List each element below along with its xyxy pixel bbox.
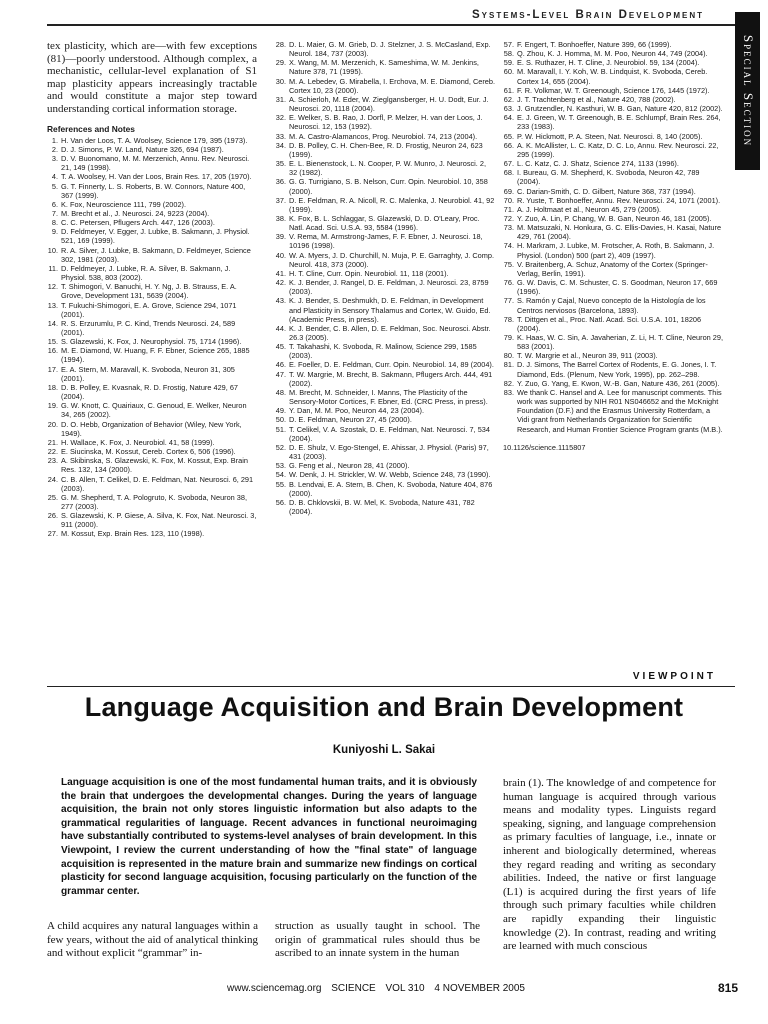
reference-text: E. L. Bienenstock, L. N. Cooper, P. W. Munro, J. Neurosci. 2, 32 (1982). — [289, 159, 487, 178]
reference-item — [47, 438, 257, 447]
reference-text: M. Brecht et al., J. Neurosci. 24, 9223 (2004). — [61, 208, 210, 218]
reference-item — [275, 141, 495, 159]
reference-item — [275, 480, 495, 498]
reference-item — [503, 58, 723, 67]
reference-item — [47, 420, 257, 438]
reference-number: 18. — [47, 382, 58, 392]
reference-number: 75. — [503, 259, 514, 269]
viewpoint-rule — [47, 686, 735, 687]
reference-number: 77. — [503, 296, 514, 306]
reference-number: 78. — [503, 314, 514, 324]
reference-number: 55. — [275, 479, 286, 489]
reference-number: 21. — [47, 437, 58, 447]
reference-column-1 — [47, 40, 257, 539]
reference-text: T. A. Woolsey, H. Van der Loos, Brain Res. 17, 205 (1970). — [61, 172, 252, 182]
reference-text: Y. Dan, M. M. Poo, Neuron 44, 23 (2004). — [289, 406, 424, 416]
reference-number: 41. — [275, 268, 286, 278]
reference-text: Y. Zuo, A. Lin, P. Chang, W. B. Gan, Neuron 46, 181 (2005). — [517, 213, 712, 223]
previous-article-text: tex plasticity, which are—with few exceptions (81)—poorly understood. Although complex, a mechanistic, cellular-level explanation of S1 map plasticity appears increasingly tractable and would constitute a major step toward understanding cortical information storage. — [47, 40, 257, 115]
issue-date: 4 NOVEMBER 2005 — [434, 983, 525, 994]
reference-text: G. G. Turrigiano, S. B. Nelson, Curr. Opin. Neurobiol. 10, 358 (2000). — [289, 177, 488, 196]
reference-item — [47, 282, 257, 300]
reference-text: B. Lendvai, E. A. Stern, B. Chen, K. Svoboda, Nature 404, 876 (2000). — [289, 479, 493, 498]
reference-text: H. Van der Loos, T. A. Woolsey, Science 179, 395 (1973). — [61, 135, 248, 145]
reference-item — [47, 182, 257, 200]
reference-number: 34. — [275, 140, 286, 150]
reference-number: 7. — [51, 208, 58, 218]
reference-text: D. O. Hebb, Organization of Behavior (Wiley, New York, 1949). — [61, 419, 242, 438]
reference-number: 33. — [275, 131, 286, 141]
reference-item — [275, 214, 495, 232]
reference-item — [275, 388, 495, 406]
reference-item — [275, 461, 495, 470]
author-name: Kuniyoshi L. Sakai — [332, 744, 436, 756]
reference-text: R. A. Silver, J. Lubke, B. Sakmann, D. Feldmeyer, Science 302, 1981 (2003). — [61, 245, 251, 264]
reference-text: Q. Zhou, K. J. Homma, M. M. Poo, Neuron 44, 749 (2004). — [517, 49, 708, 59]
reference-text: T. Shimogori, V. Banuchi, H. Y. Ng, J. B. Strauss, E. A. Grove, Development 131, 5639 (2004). — [61, 282, 237, 301]
reference-text: M. Brecht, M. Schneider, I. Manns, The Plasticity of the Sensory-Motor Cortices, F. Ebner, Ed. (CRC Press, in press). — [289, 387, 488, 407]
reference-text: K. Haas, W. C. Sin, A. Javaherian, Z. Li, H. T. Cline, Neuron 29, 583 (2001). — [517, 333, 723, 352]
reference-text: E. Welker, S. B. Rao, J. Dorfl, P. Melzer, H. van der Loos, J. Neurosci. 12, 153 (1992). — [289, 113, 483, 132]
reference-number: 44. — [275, 323, 286, 333]
reference-text: P. W. Hickmott, P. A. Steen, Nat. Neurosci. 8, 140 (2005). — [517, 131, 703, 141]
reference-text: E. Siucinska, M. Kossut, Cereb. Cortex 6, 506 (1996). — [61, 447, 236, 457]
reference-number: 67. — [503, 159, 514, 169]
reference-number: 50. — [275, 415, 286, 425]
reference-text: D. J. Simons, P. W. Land, Nature 326, 694 (1987). — [61, 144, 224, 154]
reference-item — [275, 278, 495, 296]
reference-text: E. J. Green, W. T. Greenough, B. E. Schlumpf, Brain Res. 264, 233 (1983). — [517, 113, 721, 132]
body-text-col2: struction as usually taught in school. The origin of grammatical rules should thus be ascribed to an innate system in the human — [275, 920, 480, 960]
reference-item — [275, 40, 495, 58]
reference-item — [47, 493, 257, 511]
reference-number: 13. — [47, 300, 58, 310]
reference-number: 48. — [275, 387, 286, 397]
reference-item — [47, 264, 257, 282]
reference-item — [503, 187, 723, 196]
reference-text: C. Darian-Smith, C. D. Gilbert, Nature 368, 737 (1994). — [517, 186, 696, 196]
reference-number: 69. — [503, 186, 514, 196]
reference-text: K. Fox, B. L. Schlaggar, S. Glazewski, D. D. O'Leary, Proc. Natl. Acad. Sci. U.S.A. 93, 5584 (1996). — [289, 213, 480, 233]
doi: 10.1126/science.1115807 — [503, 442, 586, 452]
reference-number: 66. — [503, 140, 514, 150]
running-title: Systems-Level Brain Development — [472, 9, 704, 21]
reference-item — [47, 365, 257, 383]
reference-number: 79. — [503, 333, 514, 342]
reference-text: T. Dittgen et al., Proc. Natl. Acad. Sci. U.S.A. 101, 18206 (2004). — [517, 314, 702, 333]
journal-url: www.sciencemag.org — [227, 983, 322, 994]
reference-text: T. Takahashi, K. Svoboda, R. Malinow, Science 299, 1585 (2003). — [289, 342, 477, 361]
reference-number: 32. — [275, 113, 286, 123]
reference-text: A. K. McAllister, L. C. Katz, D. C. Lo, Annu. Rev. Neurosci. 22, 295 (1999). — [517, 140, 719, 159]
reference-item — [275, 196, 495, 214]
reference-text: A. Schierloh, M. Eder, W. Zieglgansberger, H. U. Dodt, Eur. J. Neurosci. 20, 1118 (2004). — [289, 94, 489, 114]
reference-number: 63. — [503, 104, 514, 114]
reference-number: 29. — [275, 58, 286, 68]
reference-text: S. Glazewski, K. P. Giese, A. Silva, K. Fox, Nat. Neurosci. 3, 911 (2000). — [61, 511, 257, 530]
reference-number: 49. — [275, 406, 286, 416]
reference-item — [47, 346, 257, 364]
reference-number: 38. — [275, 213, 286, 223]
reference-number: 26. — [47, 511, 58, 521]
reference-text: G. Feng et al., Neuron 28, 41 (2000). — [289, 461, 410, 471]
reference-text: D. B. Chklovskii, B. W. Mel, K. Svoboda, Nature 431, 782 (2004). — [289, 497, 475, 516]
reference-item — [47, 227, 257, 245]
reference-column-3 — [503, 40, 723, 452]
reference-number: 36. — [275, 177, 286, 187]
reference-number: 72. — [503, 213, 514, 223]
reference-item — [503, 360, 723, 378]
reference-number: 5. — [51, 181, 58, 191]
reference-item — [47, 246, 257, 264]
reference-text: G. T. Finnerty, L. S. Roberts, B. W. Connors, Nature 400, 367 (1999). — [61, 181, 246, 200]
reference-number: 2. — [51, 144, 58, 154]
reference-text: E. A. Stern, M. Maravall, K. Svoboda, Neuron 31, 305 (2001). — [61, 364, 235, 383]
reference-text: V. Braitenberg, A. Schuz, Anatomy of the Cortex (Springer-Verlag, Berlin, 1991). — [517, 259, 708, 278]
reference-item — [503, 214, 723, 223]
reference-item — [503, 333, 723, 351]
reference-item — [503, 278, 723, 296]
body-text-col1: A child acquires any natural languages within a few years, without the aid of analytical thinking and without explicit “grammar” in- — [47, 920, 258, 960]
reference-number: 43. — [275, 296, 286, 306]
reference-item — [503, 223, 723, 241]
reference-number: 20. — [47, 419, 58, 429]
reference-number: 62. — [503, 94, 514, 104]
reference-item — [275, 269, 495, 278]
reference-item — [503, 104, 723, 113]
reference-number: 37. — [275, 195, 286, 205]
references-heading: References and Notes — [47, 123, 135, 134]
reference-number: 80. — [503, 351, 514, 361]
body-text-col3: brain (1). The knowledge of and competence for human language is acquired through various means and modality types. Linguists regard speaking, signing, and language comprehension as primary faculties of language, i.e., innate or inherent and biologically determined, whereas they regard reading and writing as secondary abilities. Indeed, the native or first language (L1) is acquired during the first years of life through such primary faculties while children are rapidly expanding their linguistic knowledge (2). In contrast, reading and writing are learned with much conscious — [503, 777, 716, 953]
reference-number: 57. — [503, 40, 514, 49]
reference-number: 27. — [47, 529, 58, 539]
reference-item — [275, 406, 495, 415]
reference-item — [275, 159, 495, 177]
reference-item — [503, 296, 723, 314]
reference-text: M. Maravall, I. Y. Koh, W. B. Lindquist, K. Svoboda, Cereb. Cortex 14, 655 (2004). — [517, 67, 708, 86]
reference-text: T. Celikel, V. A. Szostak, D. E. Feldman, Nat. Neurosci. 7, 534 (2004). — [289, 424, 490, 443]
reference-number: 15. — [47, 337, 58, 347]
reference-item — [503, 141, 723, 159]
reference-text: M. E. Diamond, W. Huang, F. F. Ebner, Science 265, 1885 (1994). — [61, 346, 250, 365]
reference-item — [275, 443, 495, 461]
reference-number: 1. — [51, 135, 58, 145]
reference-number: 16. — [47, 346, 58, 356]
reference-item — [47, 456, 257, 474]
section-tab-label: Special Section — [740, 34, 756, 148]
reference-number: 53. — [275, 461, 286, 471]
reference-item — [503, 49, 723, 58]
reference-text: T. Fukuchi-Shimogori, E. A. Grove, Science 294, 1071 (2001). — [61, 300, 237, 319]
reference-number: 19. — [47, 401, 58, 411]
reference-text: M. A. Castro-Alamancos, Prog. Neurobiol. 74, 213 (2004). — [289, 131, 478, 141]
reference-number: 35. — [275, 159, 286, 169]
journal-name: SCIENCE — [331, 983, 376, 994]
reference-number: 42. — [275, 278, 286, 288]
reference-item — [503, 132, 723, 141]
reference-item — [275, 324, 495, 342]
reference-number: 46. — [275, 360, 286, 370]
reference-text: W. Denk, J. H. Strickler, W. W. Webb, Science 248, 73 (1990). — [289, 470, 491, 480]
reference-number: 47. — [275, 369, 286, 379]
reference-number: 74. — [503, 241, 514, 251]
reference-text: G. W. Knott, C. Quairiaux, C. Genoud, E. Welker, Neuron 34, 265 (2002). — [61, 401, 247, 420]
reference-item — [47, 447, 257, 456]
reference-number: 22. — [47, 447, 58, 457]
reference-number: 17. — [47, 364, 58, 374]
reference-text: D. E. Feldman, Neuron 27, 45 (2000). — [289, 415, 412, 425]
reference-text: L. C. Katz, C. J. Shatz, Science 274, 1133 (1996). — [517, 159, 679, 169]
reference-text: R. S. Erzurumlu, P. C. Kind, Trends Neurosci. 24, 589 (2001). — [61, 318, 236, 337]
reference-item — [275, 132, 495, 141]
reference-text: F. Engert, T. Bonhoeffer, Nature 399, 66 (1999). — [517, 40, 672, 49]
reference-item — [47, 218, 257, 227]
reference-number: 65. — [503, 131, 514, 141]
reference-item — [47, 301, 257, 319]
reference-number: 31. — [275, 94, 286, 104]
reference-text: D. E. Feldman, R. A. Nicoll, R. C. Malenka, J. Neurobiol. 41, 92 (1999). — [289, 195, 495, 214]
reference-item — [47, 172, 257, 181]
reference-item — [47, 209, 257, 218]
reference-item — [503, 241, 723, 259]
reference-text: K. J. Bender, S. Deshmukh, D. E. Feldman, in Development and Plasticity in Sensory Thalamus and Cortex, W. Guido, Ed. (Academic Press, in press). — [289, 296, 491, 324]
reference-text: K. J. Bender, J. Rangel, D. E. Feldman, J. Neurosci. 23, 8759 (2003). — [289, 278, 489, 297]
reference-text: H. Wallace, K. Fox, J. Neurobiol. 41, 58 (1999). — [61, 437, 215, 447]
reference-number: 71. — [503, 204, 514, 214]
reference-number: 68. — [503, 168, 514, 178]
reference-text: X. Wang, M. M. Merzenich, K. Sameshima, W. M. Jenkins, Nature 378, 71 (1995). — [289, 58, 479, 77]
reference-number: 83. — [503, 387, 514, 397]
reference-item — [47, 337, 257, 346]
reference-text: R. Yuste, T. Bonhoeffer, Annu. Rev. Neurosci. 24, 1071 (2001). — [517, 195, 721, 205]
reference-text: H. Markram, J. Lubke, M. Frotscher, A. Roth, B. Sakmann, J. Physiol. (London) 500 (part 2), 409 (1997). — [517, 241, 715, 260]
reference-item — [275, 296, 495, 323]
reference-item — [503, 388, 723, 434]
page-number: 815 — [717, 981, 738, 995]
reference-number: 14. — [47, 318, 58, 328]
reference-text: I. Bureau, G. M. Shepherd, K. Svoboda, Neuron 42, 789 (2004). — [517, 168, 700, 187]
reference-text: E. Foeller, D. E. Feldman, Curr. Opin. Neurobiol. 14, 89 (2004). — [289, 360, 494, 370]
reference-number: 61. — [503, 85, 514, 95]
reference-item — [503, 379, 723, 388]
reference-text: M. A. Lebedev, G. Mirabella, I. Erchova, M. E. Diamond, Cereb. Cortex 10, 23 (2000). — [289, 76, 495, 95]
reference-item — [47, 136, 257, 145]
reference-text: T. W. Margrie et al., Neuron 39, 911 (2003). — [517, 351, 658, 361]
reference-number: 30. — [275, 76, 286, 86]
reference-text: D. B. Polley, E. Kvasnak, R. D. Frostig, Nature 429, 67 (2004). — [61, 382, 239, 402]
reference-text: K. Fox, Neuroscience 111, 799 (2002). — [61, 199, 187, 209]
reference-number: 4. — [51, 172, 58, 182]
reference-item — [275, 177, 495, 195]
reference-item — [47, 145, 257, 154]
reference-item — [275, 77, 495, 95]
reference-number: 56. — [275, 497, 286, 507]
reference-text: F. R. Volkmar, W. T. Greenough, Science 176, 1445 (1972). — [517, 85, 710, 95]
volume: VOL 310 — [385, 983, 425, 994]
reference-number: 81. — [503, 360, 514, 370]
reference-text: D. Feldmeyer, V. Egger, J. Lubke, B. Sakmann, J. Physiol. 521, 169 (1999). — [61, 227, 250, 246]
reference-number: 54. — [275, 470, 286, 480]
reference-number: 9. — [51, 227, 58, 237]
reference-item — [503, 67, 723, 85]
reference-item — [275, 415, 495, 424]
reference-number: 45. — [275, 342, 286, 352]
reference-item — [503, 113, 723, 131]
reference-item — [47, 529, 257, 538]
reference-item — [275, 370, 495, 388]
reference-item — [47, 154, 257, 172]
reference-text: G. M. Shepherd, T. A. Pologruto, K. Svoboda, Neuron 38, 277 (2003). — [61, 492, 248, 511]
page-footer — [227, 983, 532, 994]
reference-text: D. L. Maier, G. M. Grieb, D. J. Stelzner, J. S. McCasland, Exp. Neurol. 184, 737 (2003). — [289, 40, 491, 59]
reference-item — [503, 315, 723, 333]
reference-text: C. B. Allen, T. Celikel, D. E. Feldman, Nat. Neurosci. 6, 291 (2003). — [61, 474, 254, 493]
reference-number: 58. — [503, 49, 514, 59]
reference-item — [275, 251, 495, 269]
reference-number: 11. — [48, 263, 58, 273]
reference-text: D. V. Buonomano, M. M. Merzenich, Annu. Rev. Neurosci. 21, 149 (1998). — [61, 154, 250, 173]
reference-item — [47, 475, 257, 493]
reference-item — [503, 40, 723, 49]
reference-item — [503, 95, 723, 104]
reference-item — [47, 383, 257, 401]
section-tab — [735, 12, 760, 170]
reference-text: J. Grutzendler, N. Kasthuri, W. B. Gan, Nature 420, 812 (2002). — [517, 104, 723, 114]
reference-text: M. Kossut, Exp. Brain Res. 123, 110 (1998). — [61, 529, 205, 539]
reference-column-2 — [275, 40, 495, 516]
reference-number: 51. — [275, 424, 286, 434]
reference-item — [47, 200, 257, 209]
reference-number: 70. — [503, 195, 514, 205]
reference-text: D. B. Polley, C. H. Chen-Bee, R. D. Frostig, Neuron 24, 623 (1999). — [289, 140, 483, 159]
reference-text: G. W. Davis, C. M. Schuster, C. S. Goodman, Neuron 17, 669 (1996). — [517, 278, 718, 297]
reference-text: C. C. Petersen, Pflugers Arch. 447, 126 (2003). — [61, 218, 215, 228]
reference-text: D. Feldmeyer, J. Lubke, R. A. Silver, B. Sakmann, J. Physiol. 538, 803 (2002). — [61, 263, 231, 283]
reference-number: 40. — [275, 250, 286, 260]
reference-text: S. Glazewski, K. Fox, J. Neurophysiol. 75, 1714 (1996). — [61, 337, 242, 347]
reference-text: M. Matsuzaki, N. Honkura, G. C. Ellis-Davies, H. Kasai, Nature 429, 761 (2004). — [517, 223, 722, 242]
reference-text: J. T. Trachtenberg et al., Nature 420, 788 (2002). — [517, 94, 676, 104]
reference-text: S. Ramón y Cajal, Nuevo concepto de la Histología de los Centros nerviosos (Barcelona, 1893). — [517, 296, 706, 315]
reference-item — [275, 113, 495, 131]
reference-text: W. A. Myers, J. D. Churchill, N. Muja, P. E. Garraghty, J. Comp. Neurol. 418, 373 (2000). — [289, 250, 494, 269]
reference-text: We thank C. Hansel and A. Lee for manuscript comments. This work was supported by NIH R01 NS046652 and the McKnight Foundation (D.F.) and the Erasmus University Rotterdam, a Vidi grant from Netherlands Organization for Scientific Research, and Human Frontier Science Program grants (M.B.). — [517, 387, 723, 434]
reference-number: 28. — [275, 40, 286, 49]
reference-number: 39. — [275, 232, 286, 242]
reference-item — [503, 168, 723, 186]
reference-text: K. J. Bender, C. B. Allen, D. E. Feldman, Soc. Neurosci. Abstr. 26.3 (2005). — [289, 323, 491, 342]
reference-item — [275, 360, 495, 369]
reference-item — [47, 319, 257, 337]
reference-item — [47, 511, 257, 529]
reference-number: 59. — [503, 58, 514, 68]
reference-item — [275, 498, 495, 516]
article-title: Language Acquisition and Brain Development — [84, 692, 684, 722]
reference-text: V. Rema, M. Armstrong-James, F. F. Ebner, J. Neurosci. 18, 10196 (1998). — [289, 232, 483, 251]
reference-item — [47, 401, 257, 419]
reference-text: A. Skibinska, S. Glazewski, K. Fox, M. Kossut, Exp. Brain Res. 132, 134 (2000). — [61, 456, 248, 475]
reference-text: D. E. Shulz, V. Ego-Stengel, E. Ahissar, J. Physiol. (Paris) 97, 431 (2003). — [289, 442, 489, 462]
reference-list-2 — [275, 40, 495, 516]
reference-item — [275, 470, 495, 479]
reference-text: H. T. Cline, Curr. Opin. Neurobiol. 11, 118 (2001). — [289, 268, 449, 278]
section-label: VIEWPOINT — [632, 671, 716, 682]
reference-item — [275, 342, 495, 360]
reference-number: 52. — [275, 442, 286, 452]
reference-number: 3. — [51, 154, 58, 164]
reference-item — [503, 86, 723, 95]
reference-text: E. S. Ruthazer, H. T. Cline, J. Neurobiol. 59, 134 (2004). — [517, 58, 700, 68]
reference-number: 6. — [51, 199, 58, 209]
reference-item — [275, 95, 495, 113]
reference-number: 8. — [51, 218, 58, 228]
reference-number: 82. — [503, 378, 514, 388]
reference-number: 10. — [47, 245, 58, 255]
reference-text: T. W. Margrie, M. Brecht, B. Sakmann, Pflugers Arch. 444, 491 (2002). — [289, 369, 493, 388]
reference-list-1 — [47, 136, 257, 539]
reference-text: Y. Zuo, G. Yang, E. Kwon, W.-B. Gan, Nature 436, 261 (2005). — [517, 378, 720, 388]
reference-item — [503, 205, 723, 214]
reference-number: 12. — [47, 282, 58, 292]
reference-number: 23. — [47, 456, 58, 466]
reference-item — [503, 196, 723, 205]
reference-item — [503, 159, 723, 168]
reference-item — [503, 260, 723, 278]
reference-item — [275, 58, 495, 76]
reference-number: 25. — [47, 492, 58, 502]
reference-list-3 — [503, 40, 723, 434]
reference-item — [275, 232, 495, 250]
reference-text: D. J. Simons, The Barrel Cortex of Rodents, E. G. Jones, I. T. Diamond, Eds. (Plenum, New York, 1995), pp. 262–298. — [517, 360, 717, 379]
reference-item — [275, 425, 495, 443]
reference-number: 73. — [503, 223, 514, 233]
reference-number: 24. — [47, 474, 58, 484]
reference-text: A. J. Holtmaat et al., Neuron 45, 279 (2005). — [517, 204, 662, 214]
reference-number: 60. — [503, 67, 514, 77]
reference-number: 64. — [503, 113, 514, 123]
abstract: Language acquisition is one of the most fundamental human traits, and it is obviously the brain that undergoes the developmental changes. During the years of language acquisition, the brain not only stores linguistic information but also adapts to the grammatical regularities of language. Recent advances in functional neuroimaging have substantially contributed to systems-level analyses of brain development. In this Viewpoint, I review the current understanding of how the "final state" of language acquisition is represented in the mature brain and summarize new findings on cortical plasticity for second language acquisition, focusing particularly on the function of the grammar center. — [61, 777, 477, 897]
reference-item — [503, 351, 723, 360]
header-rule — [47, 24, 735, 26]
reference-number: 76. — [503, 278, 514, 288]
